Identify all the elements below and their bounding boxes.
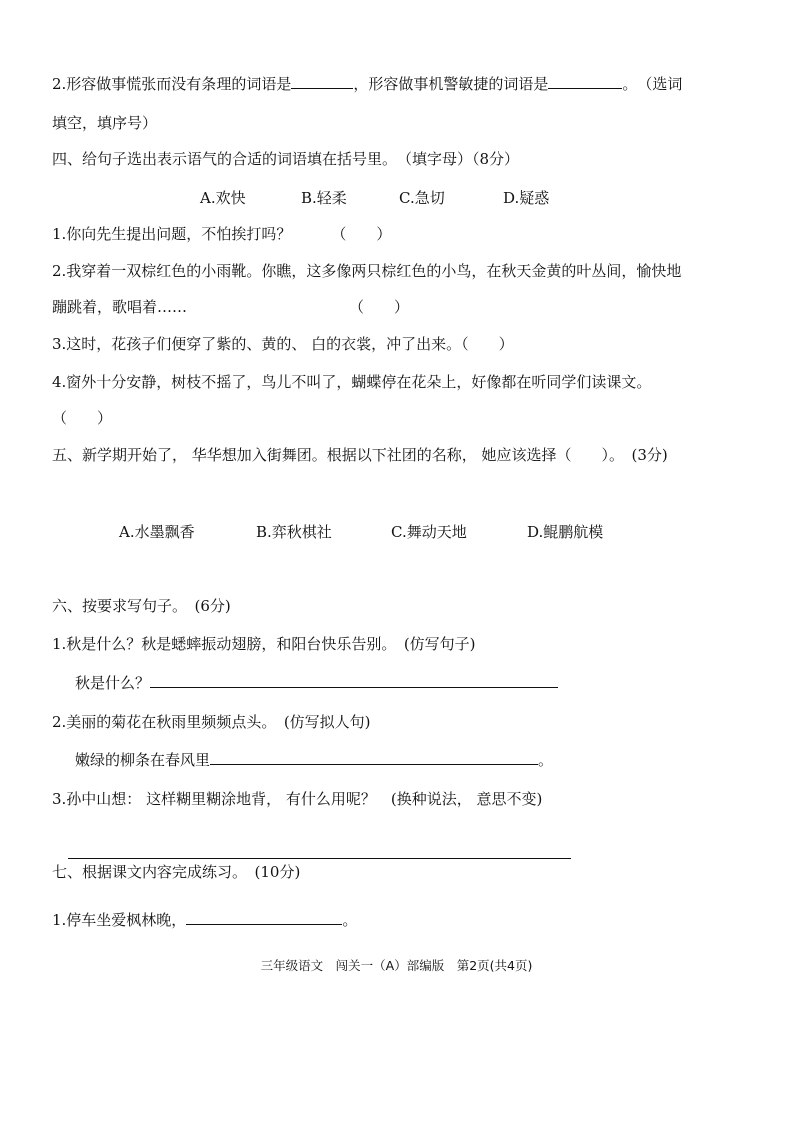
section-4-item-2-line-2 bbox=[52, 297, 409, 317]
section-6-item-3: 3.孙中山想： 这样糊里糊涂地背， 有什么用呢？ (换种说法， 意思不变) bbox=[52, 790, 543, 808]
section-6-item-2-prompt: 嫩绿的柳条在春风里 bbox=[75, 751, 211, 769]
section-6-item-1: 1.秋是什么？秋是蟋蟀振动翅膀，和阳台快乐告别。 (仿写句子) bbox=[52, 635, 476, 653]
section-7-item-1-end: 。 bbox=[342, 911, 358, 929]
section-6-item-1-prompt: 秋是什么？ bbox=[75, 674, 151, 692]
question-2-text-a: 2.形容做事慌张而没有条理的词语是 bbox=[52, 75, 292, 93]
section-4-heading: 四、给句子选出表示语气的合适的词语填在括号里。 （填字母）（8分） bbox=[52, 150, 520, 168]
answer-blank-1[interactable] bbox=[291, 74, 353, 89]
section-4-item-4-line-1: 4.窗外十分安静，树枝不摇了，鸟儿不叫了，蝴蝶停在花朵上，好像都在听同学们读课文。 bbox=[52, 373, 652, 391]
question-2-text-c: 。 （选词 bbox=[622, 75, 683, 93]
section-7-heading: 七、根据课文内容完成练习。 (10分) bbox=[52, 863, 301, 881]
section-5-option-a: A.水墨飘香 bbox=[119, 523, 195, 541]
question-2-text-b: ，形容做事机警敏捷的词语是 bbox=[353, 75, 549, 93]
answer-blank-3[interactable] bbox=[150, 673, 558, 688]
answer-paren-4[interactable]: （ ） bbox=[52, 409, 113, 427]
section-6-item-2-answer-line bbox=[75, 750, 553, 770]
section-5-option-d: D.鲲鹏航模 bbox=[527, 523, 604, 541]
section-7-item-1 bbox=[52, 910, 357, 930]
section-5-heading: 五、新学期开始了， 华华想加入街舞团。根据以下社团的名称， 她应该选择（ ）。 (3分) bbox=[52, 446, 668, 464]
section-4-option-d: D.疑惑 bbox=[503, 189, 550, 207]
section-6-item-1-answer-line bbox=[75, 673, 558, 693]
section-4-item-2-line-1: 2.我穿着一双棕红色的小雨靴。你瞧，这多像两只棕红色的小鸟，在秋天金黄的叶丛间，愉快地 bbox=[52, 262, 682, 280]
answer-paren-1[interactable]: （ ） bbox=[331, 225, 392, 243]
section-7-item-1-text: 1.停车坐爱枫林晚， bbox=[52, 911, 187, 929]
section-5-option-c: C.舞动天地 bbox=[391, 523, 467, 541]
section-4-option-a: A.欢快 bbox=[200, 189, 246, 207]
answer-blank-4[interactable] bbox=[210, 750, 538, 765]
question-2-line-1 bbox=[52, 74, 682, 94]
answer-line-5[interactable] bbox=[68, 858, 571, 859]
answer-blank-2[interactable] bbox=[548, 74, 622, 89]
section-4-option-c: C.急切 bbox=[399, 189, 445, 207]
section-4-item-2-text: 蹦跳着，歌唱着…… bbox=[52, 298, 188, 316]
section-5-option-b: B.弈秋棋社 bbox=[256, 523, 332, 541]
answer-paren-2[interactable]: （ ） bbox=[349, 298, 410, 316]
page-footer: 三年级语文 闯关一（A）部编版 第2页(共4页) bbox=[260, 958, 533, 973]
answer-blank-6[interactable] bbox=[186, 910, 342, 925]
section-4-item-1 bbox=[52, 224, 391, 244]
question-2-line-2: 填空，填序号） bbox=[52, 114, 158, 132]
section-6-item-2: 2.美丽的菊花在秋雨里频频点头。 (仿写拟人句) bbox=[52, 713, 371, 731]
section-6-heading: 六、按要求写句子。 (6分) bbox=[52, 597, 231, 615]
section-4-option-b: B.轻柔 bbox=[301, 189, 347, 207]
section-4-item-3: 3.这时，花孩子们便穿了紫的、黄的、 白的衣裳，冲了出来。（ ） bbox=[52, 335, 514, 353]
section-4-item-1-text: 1.你向先生提出问题，不怕挨打吗？ bbox=[52, 225, 292, 243]
section-6-item-2-end: 。 bbox=[538, 751, 554, 769]
